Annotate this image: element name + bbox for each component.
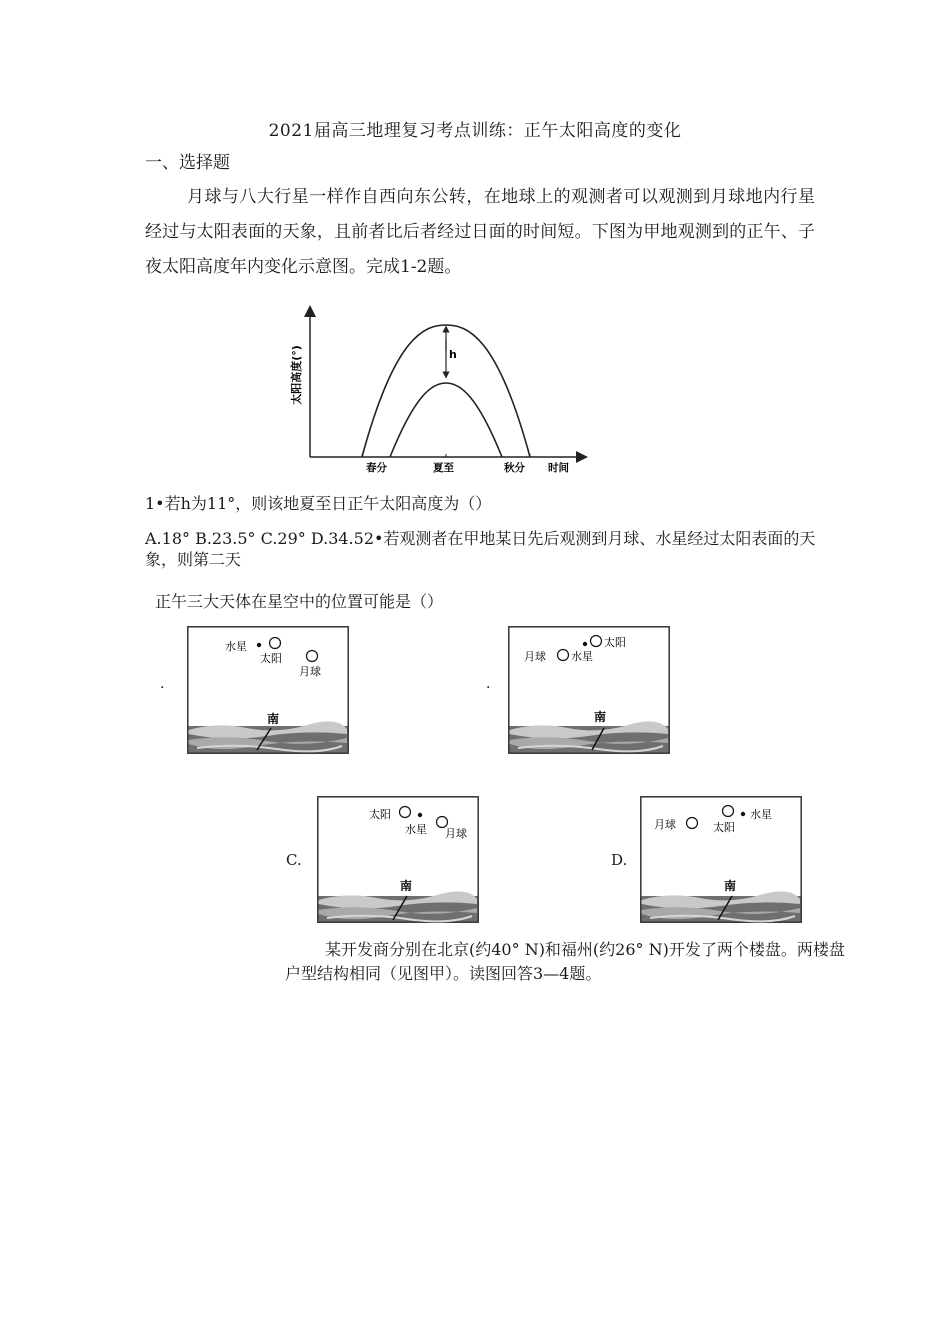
question-3-4-paragraph	[285, 938, 945, 986]
question-2-stem-cut: 正午三大天体在星空中的位置可能是（）	[155, 592, 444, 611]
mercury-label: 水星	[750, 808, 772, 821]
option-d-diagram	[640, 796, 802, 923]
option-b-diagram	[508, 626, 670, 754]
sun-label: 太阳	[369, 808, 391, 821]
sun-label: 太阳	[604, 636, 626, 649]
option-a-label: ·	[160, 680, 165, 696]
south-label: 南	[724, 879, 737, 893]
sun-circle	[591, 636, 602, 647]
y-axis-label: 太阳高度(°)	[290, 345, 303, 405]
moon-label: 月球	[445, 827, 467, 840]
x-tick-spring: 春分	[366, 462, 387, 474]
mercury-dot	[257, 643, 261, 647]
moon-label: 月球	[299, 665, 321, 678]
south-label: 南	[267, 712, 280, 726]
moon-circle	[687, 818, 698, 829]
option-c-diagram	[317, 796, 479, 923]
x-tick-autumn: 秋分	[504, 462, 525, 474]
mercury-label: 水星	[225, 640, 247, 653]
mercury-dot	[418, 813, 422, 817]
sun-altitude-figure	[280, 305, 600, 480]
mercury-label: 水星	[571, 650, 593, 663]
option-a-diagram	[187, 626, 349, 754]
x-axis-label: 时间	[548, 462, 569, 474]
section-heading: 一、选择题	[145, 153, 230, 173]
moon-label: 月球	[524, 650, 546, 663]
sun-label: 太阳	[713, 821, 735, 834]
document-title: 2021届高三地理复习考点训练：正午太阳高度的变化	[268, 121, 682, 141]
option-d-label: D.	[611, 851, 628, 869]
midnight-altitude-curve	[390, 383, 502, 457]
sun-circle	[400, 807, 411, 818]
mercury-label: 水星	[405, 823, 427, 836]
h-label: h	[449, 348, 457, 361]
sun-circle	[270, 638, 281, 649]
mercury-dot	[583, 642, 587, 646]
moon-circle	[558, 650, 569, 661]
south-label: 南	[594, 710, 607, 724]
moon-circle	[307, 651, 318, 662]
option-c-label: C.	[286, 851, 302, 869]
option-b-label: ·	[486, 680, 491, 696]
mercury-dot	[741, 812, 745, 816]
sun-label: 太阳	[260, 652, 282, 665]
x-tick-summer: 夏至	[433, 462, 454, 474]
intro-paragraph: 月球与八大行星一样作自西向东公转，在地球上的观测者可以观测到月球地内行星经过与太阳表面的天象，且前者比后者经过日面的时间短。下图为甲地观测到的正午、子夜太阳高度年内变化示意图。完成1-2题。	[145, 187, 815, 277]
moon-circle	[437, 817, 448, 828]
paragraph-line-2: 户型结构相同（见图甲）。读图回答3—4题。	[285, 964, 602, 983]
paragraph-line-1: 某开发商分别在北京(约40° N)和福州(约26° N)开发了两个楼盘。两楼盘	[325, 940, 845, 959]
question-1: 1•若h为11°，则该地夏至日正午太阳高度为（）	[145, 494, 492, 513]
south-label: 南	[400, 879, 413, 893]
sun-circle	[723, 806, 734, 817]
moon-label: 月球	[654, 818, 676, 831]
question-1-options: A.18° B.23.5° C.29° D.34.52•若观测者在甲地某日先后观测到月球、水星经过太阳表面的天象，则第二天	[145, 529, 816, 569]
